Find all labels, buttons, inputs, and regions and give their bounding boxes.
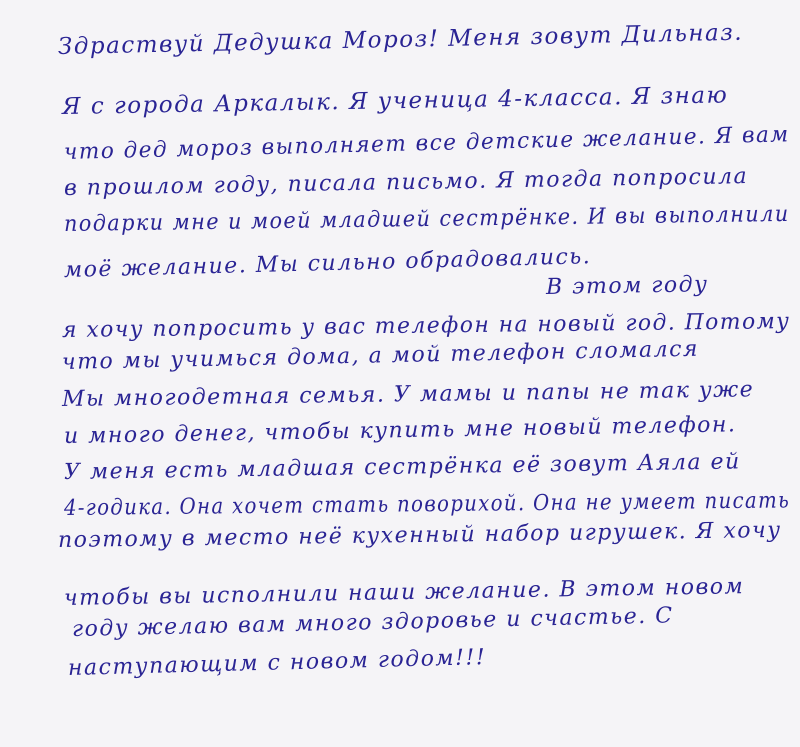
letter-line: 4-годика. Она хочет стать поворихой. Она не умеет писать bbox=[63, 488, 791, 521]
letter-line: поэтому в место неё кухенный набор игрушек. Я хочу bbox=[57, 517, 782, 553]
letter-line: чтобы вы исполнили наши желание. В этом новом bbox=[63, 574, 745, 611]
letter-line: наступающим с новом годом!!! bbox=[67, 645, 487, 681]
letter-line: в прошлом году, писала письмо. Я тогда попросила bbox=[63, 164, 749, 201]
letter-line: В этом году bbox=[545, 272, 709, 300]
letter-line: У меня есть младшая сестрёнка её зовут Аяла ей bbox=[63, 449, 741, 485]
letter-line: Мы многодетная семья. У мамы и папы не так уже bbox=[61, 377, 755, 412]
letter-line: я хочу попросить у вас телефон на новый год. Потому bbox=[61, 309, 791, 343]
letter-line: подарки мне и моей младшей сестрёнке. И вы выполнили bbox=[63, 201, 790, 237]
letter-line: что мы учимься дома, а мой телефон сломался bbox=[61, 336, 700, 375]
letter-line: моё желание. Мы сильно обрадовались. bbox=[63, 244, 592, 283]
letter-line: Здраствуй Дедушка Мороз! Меня зовут Дильназ. bbox=[57, 19, 744, 60]
letter-line: что дед мороз выполняет все детские желание. Я вам bbox=[63, 122, 790, 165]
letter-line: и много денег, чтобы купить мне новый телефон. bbox=[63, 412, 737, 449]
letter-line: Я с города Аркалык. Я ученица 4-класса. Я знаю bbox=[61, 82, 729, 120]
letter-line: году желаю вам много здоровье и счастье. С bbox=[71, 603, 674, 642]
